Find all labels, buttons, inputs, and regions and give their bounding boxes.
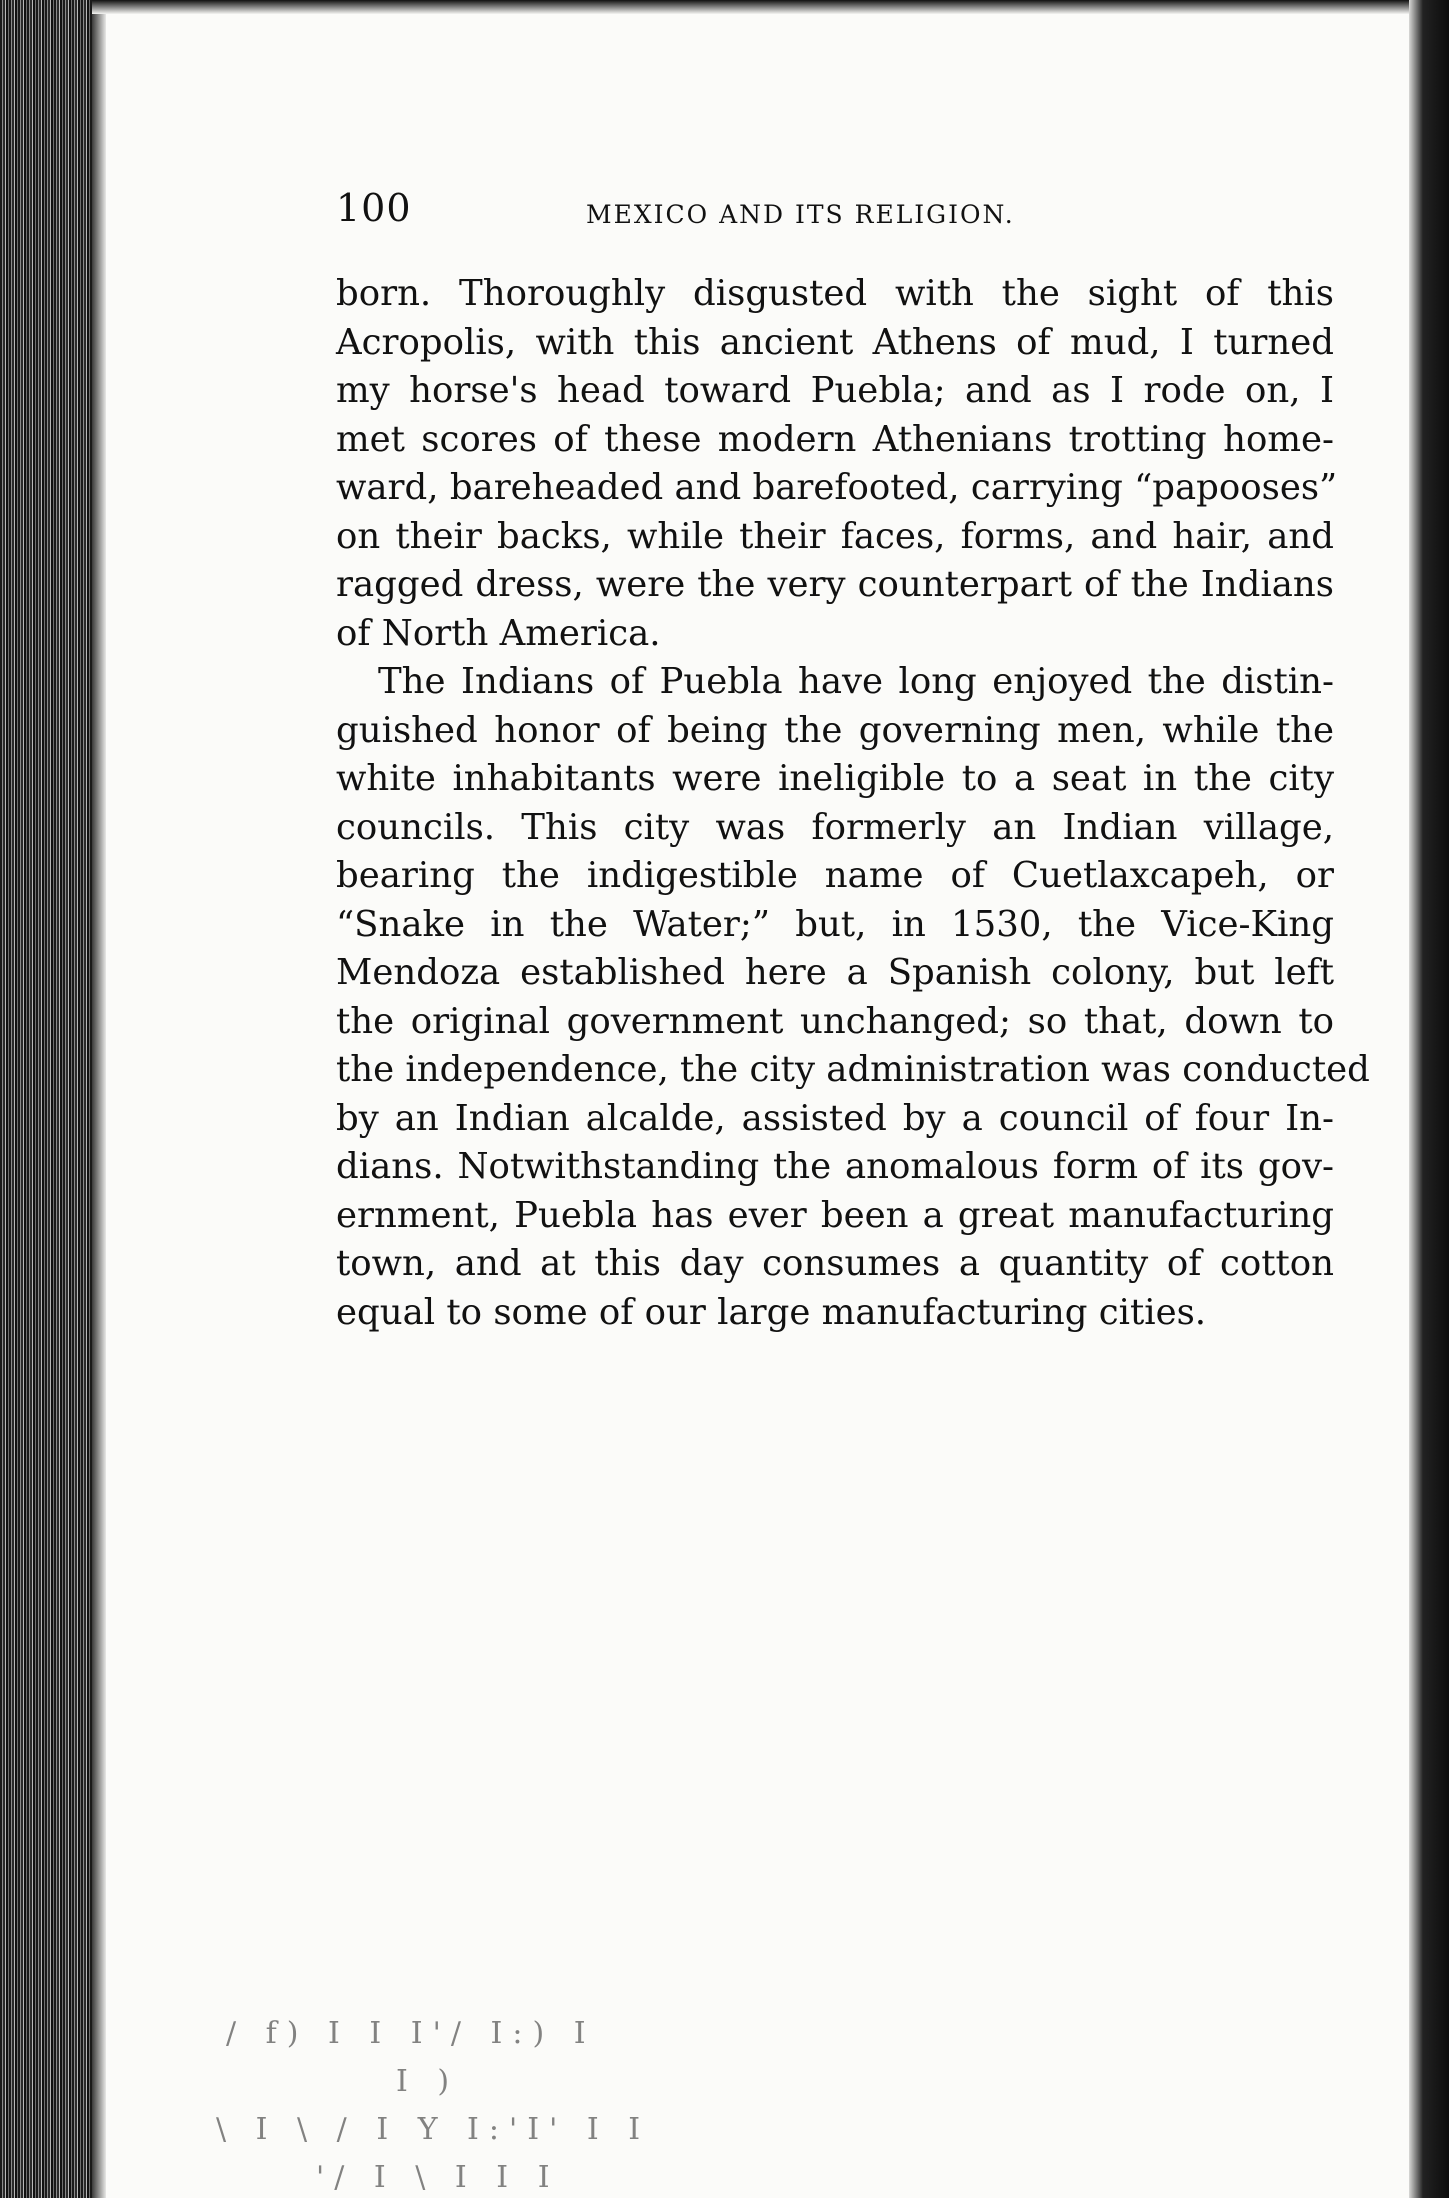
- text-line: of North America.: [336, 612, 661, 654]
- text-line: born. Thoroughly disgusted with the sight of this: [336, 273, 1334, 314]
- text-line: The Indians of Puebla have long enjoyed the distin-: [378, 661, 1334, 702]
- bleed-line: \ I \ / I Y I:'I' I I: [216, 2112, 651, 2147]
- text-line: ragged dress, were the very counterpart of the Indians: [336, 564, 1334, 605]
- text-line: Acropolis, with this ancient Athens of mud, I turned: [336, 321, 1334, 363]
- text-line: by an Indian alcalde, assisted by a council of four In-: [336, 1097, 1334, 1139]
- top-page-edge: [92, 0, 1449, 14]
- text-line: ernment, Puebla has ever been a great manufacturing: [336, 1194, 1334, 1236]
- running-title: MEXICO AND ITS RELIGION.: [586, 200, 1015, 229]
- bleed-line: '/ I \ I I I: [316, 2160, 560, 2195]
- text-line: town, and at this day consumes a quantity of cotton: [336, 1243, 1334, 1284]
- text-line: the independence, the city administration was conducted: [336, 1049, 1370, 1090]
- bleed-line: / f) I I I'/ I:) I: [226, 2016, 596, 2051]
- page-header: [336, 186, 1336, 236]
- text-line: councils. This city was formerly an Indian village,: [336, 806, 1334, 848]
- text-line: white inhabitants were ineligible to a seat in the city: [336, 758, 1334, 799]
- text-line: “Snake in the Water;” but, in 1530, the Vice-King: [336, 903, 1334, 945]
- text-line: equal to some of our large manufacturing cities.: [336, 1291, 1207, 1333]
- binding-edge: [0, 0, 92, 2198]
- text-line: Mendoza established here a Spanish colony, but left: [336, 952, 1334, 993]
- text-line: the original government unchanged; so that, down to: [336, 1000, 1334, 1042]
- text-line: guished honor of being the governing men, while the: [336, 709, 1334, 751]
- text-line: ward, bareheaded and barefooted, carrying “papooses”: [336, 467, 1338, 508]
- page-number: 100: [336, 186, 412, 230]
- binding-shadow: [92, 0, 106, 2198]
- text-line: my horse's head toward Puebla; and as I rode on, I: [336, 370, 1334, 411]
- body-text: [336, 270, 1370, 1337]
- text-line: dians. Notwithstanding the anomalous form of its gov-: [336, 1146, 1334, 1187]
- bleed-line: I ): [396, 2064, 460, 2099]
- text-line: bearing the indigestible name of Cuetlaxcapeh, or: [336, 855, 1334, 896]
- text-line: on their backs, while their faces, forms, and hair, and: [336, 515, 1334, 557]
- right-page-edge: [1409, 0, 1449, 2198]
- text-line: met scores of these modern Athenians trotting home-: [336, 418, 1334, 460]
- bleed-through-text: [216, 2010, 651, 2202]
